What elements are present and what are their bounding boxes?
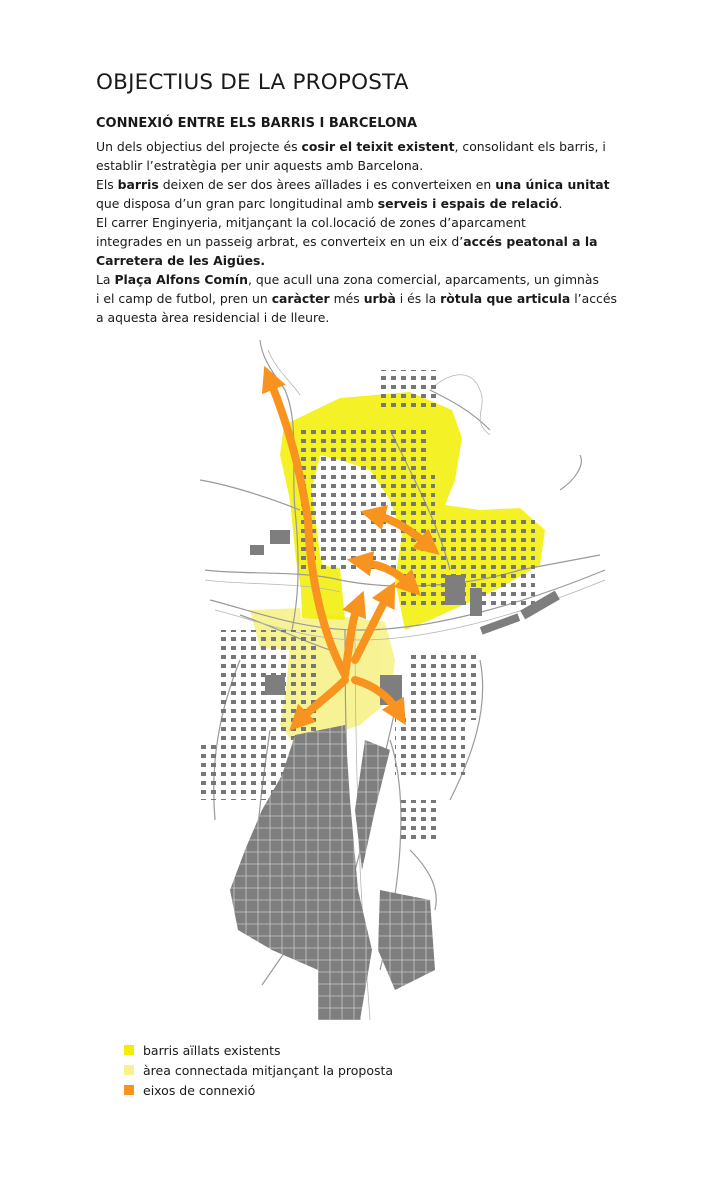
legend-swatch-isolated [124,1045,134,1055]
urban-map [0,330,709,1030]
section-subtitle: CONNEXIÓ ENTRE ELS BARRIS I BARCELONA [96,116,418,131]
page-title: OBJECTIUS DE LA PROPOSTA [96,70,409,95]
paragraph-4-line-3: a aquesta àrea residencial i de lleure. [96,310,330,325]
paragraph-3-line-3: Carretera de les Aigües. [96,253,266,268]
legend-label-axes: eixos de connexió [143,1082,256,1098]
legend-item-isolated [124,1040,393,1060]
legend-label-isolated: barris aïllats existents [143,1042,281,1058]
legend-label-connected: àrea connectada mitjançant la proposta [143,1062,394,1078]
paragraph-4-line-2: i el camp de futbol, pren un caràcter més urbà i és la ròtula que articula l’accés [96,291,617,306]
paragraph-3-line-1: El carrer Enginyeria, mitjançant la col.locació de zones d’aparcament [96,215,526,230]
legend-swatch-axes [124,1085,134,1095]
paragraph-4-line-1: La Plaça Alfons Comín, que acull una zona comercial, aparcaments, un gimnàs [96,272,599,287]
paragraph-3-line-2: integrades en un passeig arbrat, es converteix en un eix d’accés peatonal a la [96,234,598,249]
paragraph-2-line-1: Els barris deixen de ser dos àrees aïllades i es converteixen en una única unitat [96,177,610,192]
description-text [96,137,636,327]
paragraph-2-line-2: que disposa d’un gran parc longitudinal amb serveis i espais de relació. [96,196,563,211]
legend-item-connected [124,1060,393,1080]
legend-swatch-connected [124,1065,134,1075]
legend-item-axes [124,1080,393,1100]
map-legend [124,1040,393,1100]
paragraph-1-line-2: establir l’estratègia per unir aquests amb Barcelona. [96,158,424,173]
paragraph-1-line-1: Un dels objectius del projecte és cosir el teixit existent, consolidant els barris, i [96,139,606,154]
